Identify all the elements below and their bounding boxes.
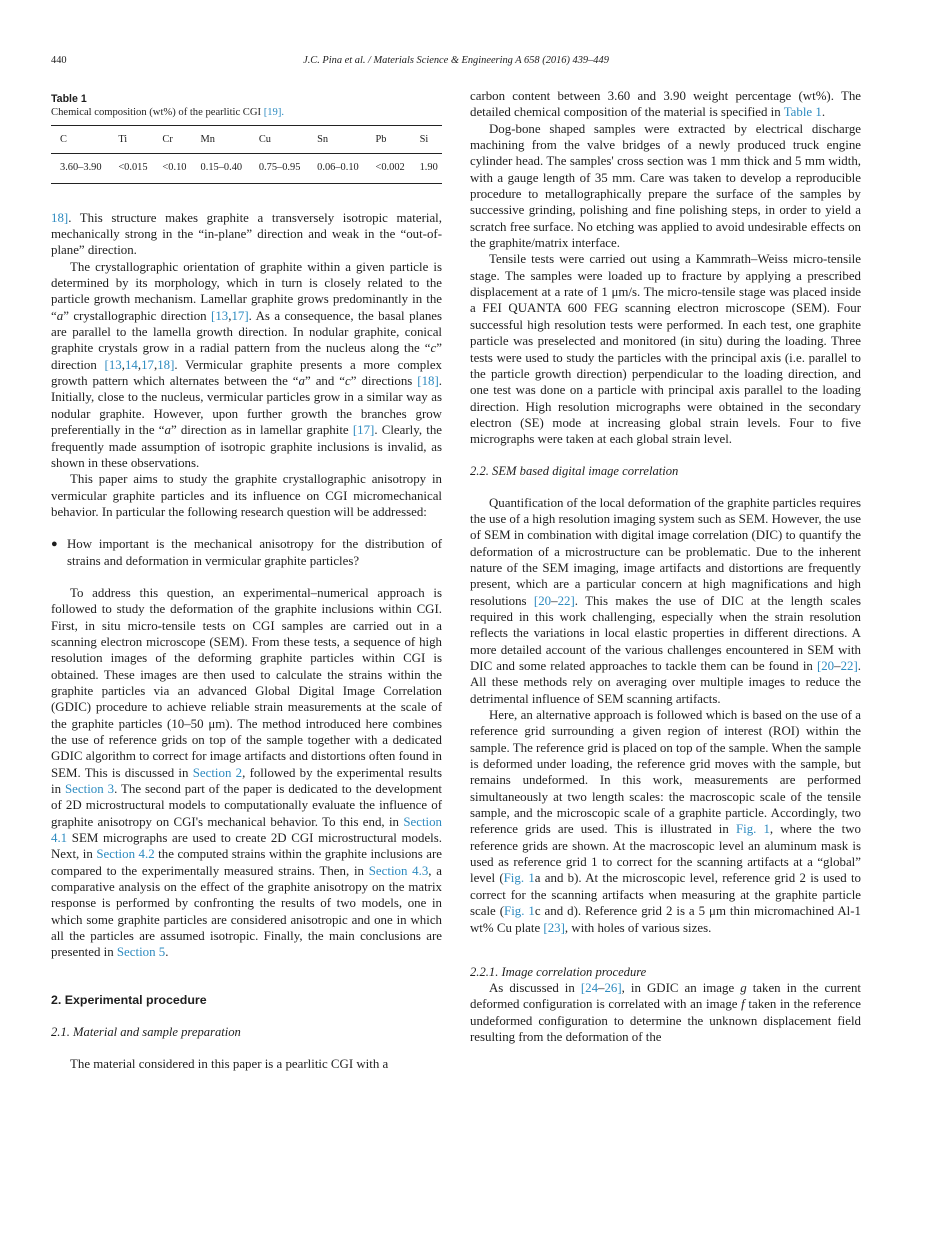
- citation-link[interactable]: 18]: [51, 210, 69, 225]
- paragraph: This paper aims to study the graphite crystallographic anisotropy in vermicular graphite particles and its influence on CGI micromechanical behavior. In particular the following research question will be addressed:: [51, 472, 442, 519]
- citation-link[interactable]: 17: [141, 357, 154, 372]
- section-link[interactable]: Section 4.3: [368, 863, 429, 878]
- citation-link[interactable]: [20: [816, 659, 835, 673]
- table-link[interactable]: Table 1: [783, 105, 822, 120]
- citation-link[interactable]: [13: [104, 357, 122, 372]
- table-header-row: [51, 126, 442, 154]
- table-cell: <0.002: [366, 154, 410, 183]
- citation-link[interactable]: 14: [124, 357, 138, 372]
- citation-link[interactable]: [24: [580, 980, 599, 995]
- paragraph: 18]. This structure makes graphite a transversely isotropic material, mechanically strong in the “in-plane” direction and weak in the “out-of-plane” direction.: [51, 210, 442, 258]
- left-column: [51, 88, 442, 1072]
- column-header: Si: [411, 126, 442, 154]
- paragraph: Tensile tests were carried out using a Kammrath–Weiss micro-tensile stage. The samples were loaded up to fracture by applying a prescribed displacement at a rate of 1 μm/s. The micro-tensile stage was placed inside a FEI QUANTA 600 FEG scanning electron microscope (SEM). Four successful high resolution tests were performed. In each test, one graphite particle was preselected and monitored (in situ) during the loading. Three tests were used to study the particles with the principal axis (i.e. parallel to the particle growth direction) perpendicular to the loading direction, and one test was done on a particle with principal axis parallel to the loading direction. High resolution micrographs were obtained in the secondary electron (SE) mode at increasing global strain levels. Four to five micrographs were taken at each global strain level.: [470, 252, 861, 447]
- table-cell: 0.15–0.40: [192, 154, 250, 183]
- table-cell: <0.10: [153, 154, 191, 183]
- table-caption: Chemical composition (wt%) of the pearlitic CGI [19].: [51, 107, 285, 118]
- paragraph: Here, an alternative approach is followed which is based on the use of a reference grid surrounding a given region of interest (ROI) within the sample. The reference grid is placed on top of the sample. When the sample is deformed under loading, the reference grid moves with the sample, but remains undeformed. In this work, measurements are performed simultaneously at two length scales: the macroscopic scale of the tensile sample, and the microscopic scale of a graphite particle. Accordingly, two reference grids are used. This is illustrated in Fig. 1, where the two reference grids are shown. At the macroscopic level an aluminum mask is used as reference grid 1 to correct for the scanning artifacts at a “global” level (Fig. 1a and b). At the microscopic level, reference grid 2 is used to correct for the scanning artifacts when measuring at the graphite particle scale (Fig. 1c and d). Reference grid 2 is a 5 μm thin micromachined Al-1 wt% Cu plate [23], with holes of various sizes.: [470, 708, 862, 935]
- subsubsection-heading: 2.2.1. Image correlation procedure: [470, 964, 647, 979]
- column-header: Sn: [308, 126, 366, 154]
- citation-link[interactable]: [23]: [543, 920, 565, 935]
- paragraph: carbon content between 3.60 and 3.90 weight percentage (wt%). The detailed chemical composition of the material is specified in Table 1.: [470, 89, 861, 120]
- section-link[interactable]: Section 4.2: [96, 847, 155, 862]
- paragraph: The crystallographic orientation of graphite within a given particle is determined by its morphology, which in turn is closely related to the particle growth mechanism. Lamellar graphite grows predominantly in the “a” crystallographic direction [13,17]. As a consequence, the basal planes are parallel to the lamella growth direction. In nodular graphite, conical graphite crystals grow in a radial pattern from the nucleus along the “c” direction [13,14,17,18]. Vermicular graphite presents a more complex growth pattern which alternates between the “a” and “c” directions [18]. Initially, close to the nucleus, vermicular particles grow in a similar way as nodular graphite. However, upon further growth the branches grow preferentially in the “a” direction as in lamellar graphite [17]. Clearly, the frequently made assumption of isotropic graphite inclusions is invalid, as shown in these observations.: [51, 259, 442, 470]
- table-cell: 1.90: [411, 154, 442, 183]
- table-row: [51, 154, 442, 183]
- section-link[interactable]: Section 2: [192, 765, 243, 780]
- figure-link[interactable]: Fig. 1: [735, 822, 770, 837]
- research-question: How important is the mechanical anisotropy for the distribution of strains and deformation in vermicular graphite particles?: [67, 537, 442, 568]
- citation-link[interactable]: 22]: [840, 659, 858, 673]
- citation-link[interactable]: 17]: [231, 308, 249, 323]
- running-header: [51, 55, 861, 69]
- section-heading: 2. Experimental procedure: [51, 992, 207, 1007]
- citation-link[interactable]: [13: [211, 308, 229, 323]
- column-header: Cr: [153, 126, 191, 154]
- section-link[interactable]: Section 4.1: [51, 814, 442, 846]
- table-cell: 0.75–0.95: [250, 154, 308, 183]
- right-column: [470, 88, 861, 1045]
- table-cell: 3.60–3.90: [51, 154, 109, 183]
- table-label: Table 1: [51, 93, 87, 105]
- figure-link[interactable]: Fig. 1: [503, 871, 535, 886]
- column-header: Pb: [366, 126, 410, 154]
- citation-link[interactable]: 26]: [604, 980, 622, 995]
- citation-link[interactable]: [19].: [263, 107, 285, 118]
- figure-link[interactable]: Fig. 1: [504, 904, 535, 919]
- subsection-heading: 2.2. SEM based digital image correlation: [470, 463, 679, 478]
- column-header: Mn: [192, 126, 250, 154]
- paragraph: Quantification of the local deformation of the graphite particles requires the use of a high resolution imaging system such as SEM. However, the use of SEM in combination with digital image correlation (DIC) to quantify the deformation of a microstructure can be problematic. Due to the inherent nature of the SEM imaging, image artifacts and distortions are frequently present, which are a particular concern at high magnifications and high resolutions [20–22]. This makes the use of DIC at the length scales required in this work challenging, especially when the strain resolution reflects the variations in local elastic properties in different directions. A more detailed account of the various challenges encountered in SEM with DIC and some related approaches to tackle them can be found in [20–22]. All these methods rely on averaging over multiple images to reduce the detrimental influence of SEM scanning artifacts.: [470, 495, 861, 706]
- table-cell: <0.015: [109, 154, 153, 183]
- paragraph: Dog-bone shaped samples were extracted by electrical discharge machining from the valve bridges of a newly produced truck engine cylinder head. The samples' cross section was 1 mm thick and 5 mm width, with a gauge length of 35 mm. Care was taken to develop a reproducible procedure to metallographically prepare the surface of the samples by successive grinding, polishing and fine polishing steps, in order to yield a scratch free surface. No etching was applied to avoid undesirable effects on the graphite/matrix interface.: [470, 121, 861, 251]
- section-link[interactable]: Section 3: [65, 782, 115, 797]
- bullet-item: [51, 536, 442, 569]
- paragraph: To address this question, an experimental–numerical approach is followed to study the deformation of the graphite inclusions within CGI. First, in situ micro-tensile tests on CGI samples are carried out in a scanning electron microscope (SEM). From these tests, a sequence of high resolution images of the deforming graphite particles within CGI is obtained. These images are then used to calculate the strains within the graphite particles via an advanced Global Digital Image Correlation (GDIC) procedure to achieve reliable strain measurements at the scale of the graphite particles (10–50 μm). The method introduced here combines the use of reference grids on top of the sample together with a dedicated GDIC algorithm to correct for image artifacts and distortions often found in SEM. This is discussed in Section 2, followed by the experimental results in Section 3. The second part of the paper is dedicated to the development of 2D microstructural models to computationally evaluate the influence of graphite anisotropy on CGI's mechanical behavior. To this end, in Section 4.1 SEM micrographs are used to create 2D CGI microstructural models. Next, in Section 4.2 the computed strains within the graphite inclusions are compared to the experimentally measured strains. Then, in Section 4.3, a comparative analysis on the effect of the graphite anisotropy on the matrix response is performed by confronting the results of two models, one in which some graphite particles are considered anisotropic and one in which all the particles are assumed isotropic. Finally, the main conclusions are presented in Section 5.: [51, 585, 442, 960]
- column-header: Ti: [109, 126, 153, 154]
- column-header: Cu: [250, 126, 308, 154]
- citation-link[interactable]: [20: [533, 593, 552, 608]
- table-cell: 0.06–0.10: [308, 154, 366, 183]
- section-link[interactable]: Section 5: [116, 945, 166, 960]
- citation-link[interactable]: [18]: [417, 374, 439, 389]
- page-number: 440: [51, 55, 67, 66]
- subsection-heading: 2.1. Material and sample preparation: [51, 1024, 241, 1039]
- journal-citation: J.C. Pina et al. / Materials Science & Engineering A 658 (2016) 439–449: [303, 55, 609, 66]
- paragraph: As discussed in [24–26], in GDIC an image g taken in the current deformed configuration is correlated with an image f taken in the reference undeformed configuration to determine the unknown displacement field resulting from the deformation of the: [470, 980, 861, 1044]
- column-header: C: [51, 126, 109, 154]
- composition-table: [51, 125, 442, 184]
- citation-link[interactable]: [17]: [352, 423, 375, 438]
- paragraph: The material considered in this paper is a pearlitic CGI with a: [70, 1056, 389, 1071]
- bullet-icon: ●: [51, 538, 58, 551]
- citation-link[interactable]: 18]: [157, 357, 175, 372]
- citation-link[interactable]: 22]: [557, 593, 575, 608]
